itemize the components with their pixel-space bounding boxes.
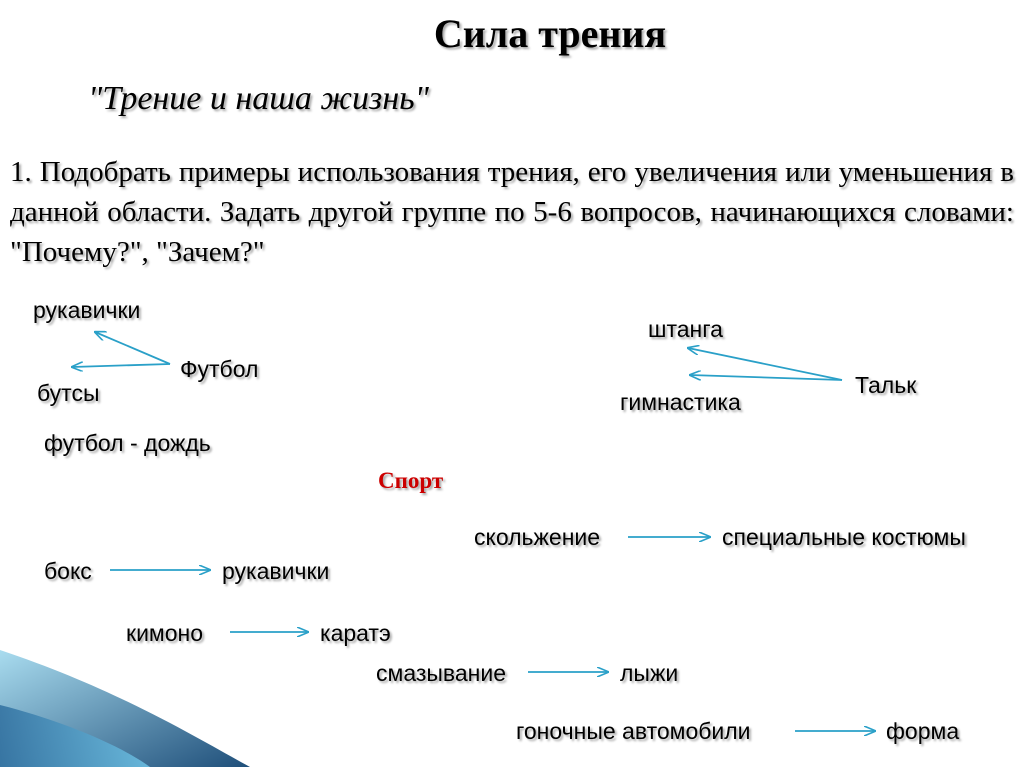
word-boxing: бокс [44,558,92,584]
word-boots: бутсы [37,380,100,406]
slide-subtitle: "Трение и наша жизнь" [88,80,429,117]
word-lubrication: смазывание [376,660,507,686]
word-karate: каратэ [320,620,391,646]
word-race-cars: гоночные автомобили [516,718,751,744]
word-kimono: кимоно [126,620,204,646]
category-sport: Спорт [378,468,444,493]
word-gloves: рукавички [222,558,330,584]
word-special-suits: специальные костюмы [722,524,966,550]
task-text: 1. Подобрать примеры использования трения, его увеличения или уменьшения в данной области. Задать другой группе по 5-6 вопросов, начинающихся словами: "Почему?", "Зачем?" [10,156,1014,268]
word-talc: Тальк [855,372,917,398]
word-football-rain: футбол - дождь [44,430,211,456]
word-gloves-top: рукавички [33,297,141,323]
arrow-football-gloves [95,332,170,364]
word-barbell: штанга [648,316,723,342]
word-skis: лыжи [620,660,679,686]
word-football: Футбол [180,356,259,382]
word-gymnastics: гимнастика [620,389,741,415]
slide-title: Сила трения [433,11,667,56]
word-sliding: скольжение [474,524,601,550]
word-shape: форма [886,718,960,744]
arrow-football-boots [72,364,170,367]
